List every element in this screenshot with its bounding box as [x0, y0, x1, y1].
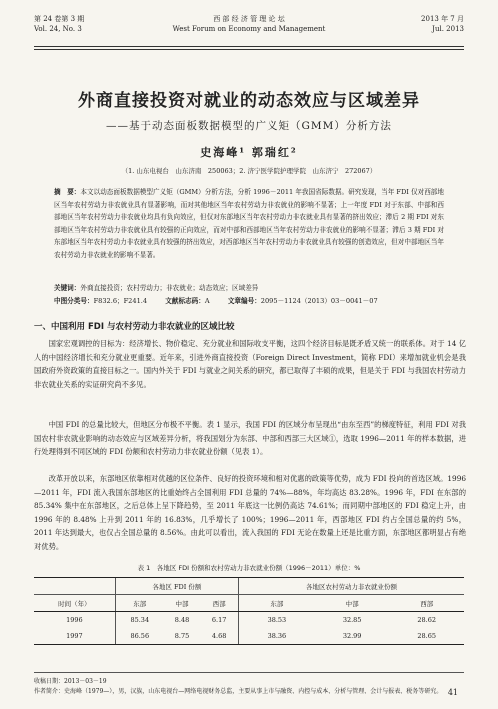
article-title: 外商直接投资对就业的动态效应与区域差异	[78, 91, 420, 111]
col-emp-west: 西部	[389, 595, 464, 612]
abstract	[54, 186, 444, 261]
col-fdi-west: 西部	[200, 595, 238, 612]
col-fdi-east: 东部	[115, 595, 163, 612]
header-rule	[34, 46, 464, 47]
footnote	[34, 672, 464, 697]
cell: 8.75	[164, 628, 201, 645]
journal-name-en: West Forum on Economy and Management	[172, 25, 326, 33]
date-cn: 2013 年 7 月	[421, 15, 464, 23]
col-fdi-central: 中部	[164, 595, 201, 612]
page-number: 41	[447, 688, 458, 697]
paragraph-3: 改革开放以来，东部地区依靠相对优越的区位条件、良好的投资环境和相对优惠的政策等优势，成为 FDI 投向的首选区域。1996—2011 年，FDI 流入我国东部地区的比重始终占全国利用 FDI 总量的 74%—88%，年均高达 83.28%。1996 年，FDI 在东部的 85.34% 集中在东部地区，之后总体上呈下降趋势，至 2011 年底这一比例仍高达 74.61%；而同期中部地区的 FDI 稳定上升，由 1996 年的 8.48% 上升到 2011 年的 16.83%，几乎增长了 100%；1996—2011 年，西部地区 FDI 约占全国总量的约 5%，2011 年达到最大，也仅占全国总量的 8.56%。由此可以看出，流入我国的 FDI 无论在数量上还是比重方面，东部地区都明显占有绝对优势。	[34, 474, 466, 551]
cell: 38.36	[238, 628, 315, 645]
author-bio: 作者简介：史海峰（1979—），男，汉族，山东电视台—网络电视财务总监，主要从事上市与融资、内控与成本、分析与管理、会计与报表、税务等研究。	[34, 688, 443, 695]
journal-date	[421, 14, 464, 34]
table-caption: 表 1 各地区 FDI 份额和农村劳动力非农就业份额（1996－2011）单位：%	[137, 564, 361, 572]
clc-value: F832.6；F241.4	[93, 297, 148, 305]
table-corner	[34, 578, 115, 595]
article-id-label: 文章编号：	[227, 297, 261, 305]
paragraph-1: 国家宏观调控的目标为：经济增长、物价稳定、充分就业和国际收支平衡，这四个经济目标是既矛盾又统一的联系体。对于 14 亿人的中国经济增长和充分就业更重要。近年来，引进外商直接投资（Foreign Direct Investment，简称 FDI）来增加就业机会是我国政府外资政策的直接目标之一。国内外关于 FDI 与就业之间关系的研究，都已取得了丰硕的成果，但是关于 FDI 与我国农村劳动力非农就业关系的实证研究尚不多见。	[34, 339, 466, 389]
table-row	[34, 628, 464, 645]
header-rule-2	[34, 49, 464, 50]
code-value: A	[204, 297, 210, 305]
cell-year: 1997	[34, 628, 115, 645]
cell: 8.48	[174, 616, 190, 624]
received-date: 收稿日期：2013－03－19	[34, 678, 107, 685]
volume-en: Vol. 24, No. 3	[34, 25, 82, 33]
cell-year: 1996	[66, 616, 83, 624]
date-en: Jul. 2013	[432, 25, 464, 33]
table-column-header	[34, 595, 464, 612]
code-label: 文献标志码：	[165, 297, 205, 305]
abstract-text: 本文以动态面板数据模型广义矩（GMM）分析方法，分析 1996－2011 年我国省际数据。研究发现，当年 FDI 仅对西部地区当年农村劳动力非农就业具有显著影响，而对其他地区当年农村劳动力非农就业的影响不显著；上一年度 FDI 对于东部、中部和西部地区当年农村劳动力非农就业均具有负向效应，但仅对东部地区当年农村劳动力非农就业具有显著的挤出效应；滞后 2 期 FDI 对东部地区当年农村劳动力非农就业具有较强的正向效应，而对中部和西部地区当年农村劳动力非农就业的影响不显著；滞后 3 期 FDI 对东部地区当年农村劳动力非农就业具有较强的挤出效应，对西部地区当年农村劳动力非农就业具有较强的创造效应，但对中部地区当年农村劳动力非农就业的影响不显著。	[54, 188, 444, 259]
table-row	[34, 612, 464, 629]
cell: 85.34	[115, 612, 163, 629]
keywords-label: 关键词：	[54, 284, 81, 292]
paragraph-2: 中国 FDI 的总量比较大，但地区分布极不平衡。表 1 显示，我国 FDI 的区域分布呈现出“由东至西”的梯度特征，利用 FDI 对我国农村非农就业影响的动态效应与区域差异分析，将我国划分为东部、中部和西部三大区域①，选取 1996—2011 年的样本数据，进行处理得到不同区域的 FDI 份额和农村劳动力非农就业份额（见表 1）。	[34, 420, 466, 457]
clc-label: 中图分类号：	[54, 297, 94, 305]
classification-line	[54, 295, 444, 307]
cell: 28.65	[389, 628, 464, 645]
cell: 86.56	[115, 628, 163, 645]
col-emp-central: 中部	[315, 595, 389, 612]
cell: 28.62	[417, 616, 436, 624]
cell: 6.17	[211, 616, 227, 624]
article-subtitle: ——基于动态面板数据模型的广义矩（GMM）分析方法	[106, 120, 392, 132]
journal-name	[34, 14, 464, 34]
article-id-value: 2095－1124（2013）03－0041－07	[260, 297, 378, 305]
cell: 32.99	[315, 628, 389, 645]
abstract-label: 摘 要：	[54, 188, 81, 196]
cell: 38.53	[238, 612, 315, 629]
running-header	[34, 14, 464, 44]
col-year: 时间（年）	[34, 595, 115, 612]
table-group-header	[34, 578, 464, 595]
volume-cn: 第 24 卷第 3 期	[34, 15, 85, 23]
section-heading: 一、中国利用 FDI 与农村劳动力非农就业的区域比较	[34, 322, 235, 332]
cell: 32.85	[342, 616, 362, 624]
group-fdi-share: 各地区 FDI 份额	[115, 578, 238, 595]
cell: 4.68	[200, 628, 238, 645]
group-employment-share: 各地区农村劳动力非农就业份额	[238, 578, 464, 595]
keywords	[54, 282, 444, 294]
keywords-text: 外商直接投资；农村劳动力；非农就业；动态效应；区域差异	[80, 284, 259, 292]
col-emp-east: 东部	[238, 595, 315, 612]
table-fdi-employment	[34, 577, 464, 645]
article-authors: 史海峰¹ 郭瑞红²	[200, 146, 298, 159]
author-affiliation: （1. 山东电视台 山东济南 250063；2. 济宁医学院护理学院 山东济宁 272067）	[121, 167, 377, 175]
journal-name-cn: 西 部 经 济 管 理 论 坛	[213, 15, 285, 23]
